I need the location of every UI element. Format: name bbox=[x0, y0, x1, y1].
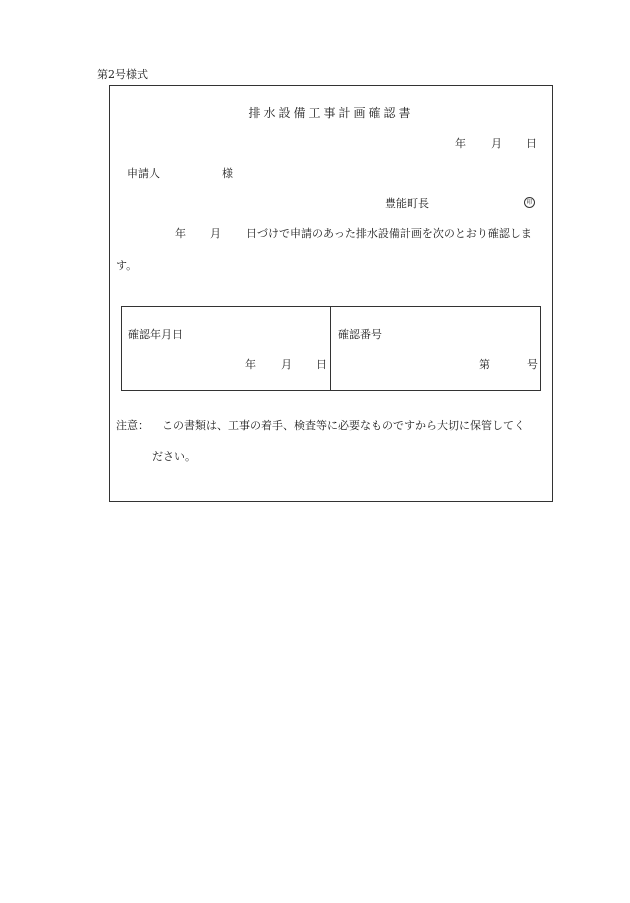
issuer-name: 豊能町長 bbox=[385, 197, 429, 210]
body-month-label: 月 bbox=[210, 227, 221, 240]
date-day-label: 日 bbox=[526, 137, 537, 150]
seal-mark-icon: 印 bbox=[524, 197, 535, 208]
table-divider bbox=[330, 306, 331, 391]
form-number: 第2号様式 bbox=[97, 68, 148, 81]
body-continuation: す。 bbox=[116, 259, 138, 272]
confirmation-table bbox=[121, 306, 541, 391]
applicant-label: 申請人 bbox=[127, 167, 160, 180]
date-year-label: 年 bbox=[455, 137, 466, 150]
confirmation-date-day: 日 bbox=[316, 358, 327, 371]
note-label: 注意： bbox=[116, 419, 149, 432]
confirmation-number-suffix: 号 bbox=[527, 358, 538, 371]
confirmation-number-label: 確認番号 bbox=[338, 328, 382, 341]
document-title: 排水設備工事計画確認書 bbox=[248, 106, 414, 120]
note-line-2: ださい。 bbox=[152, 450, 196, 463]
applicant-honorific: 様 bbox=[222, 167, 233, 180]
date-month-label: 月 bbox=[491, 137, 502, 150]
confirmation-date-year: 年 bbox=[245, 358, 256, 371]
note-line-1: この書類は、工事の着手、検査等に必要なものですから大切に保管してく bbox=[162, 419, 525, 432]
confirmation-number-prefix: 第 bbox=[479, 358, 490, 371]
body-text: 日づけで申請のあった排水設備計画を次のとおり確認しま bbox=[246, 227, 532, 240]
document-frame bbox=[109, 85, 553, 502]
body-year-label: 年 bbox=[175, 227, 186, 240]
confirmation-date-label: 確認年月日 bbox=[128, 328, 183, 341]
confirmation-date-month: 月 bbox=[281, 358, 292, 371]
